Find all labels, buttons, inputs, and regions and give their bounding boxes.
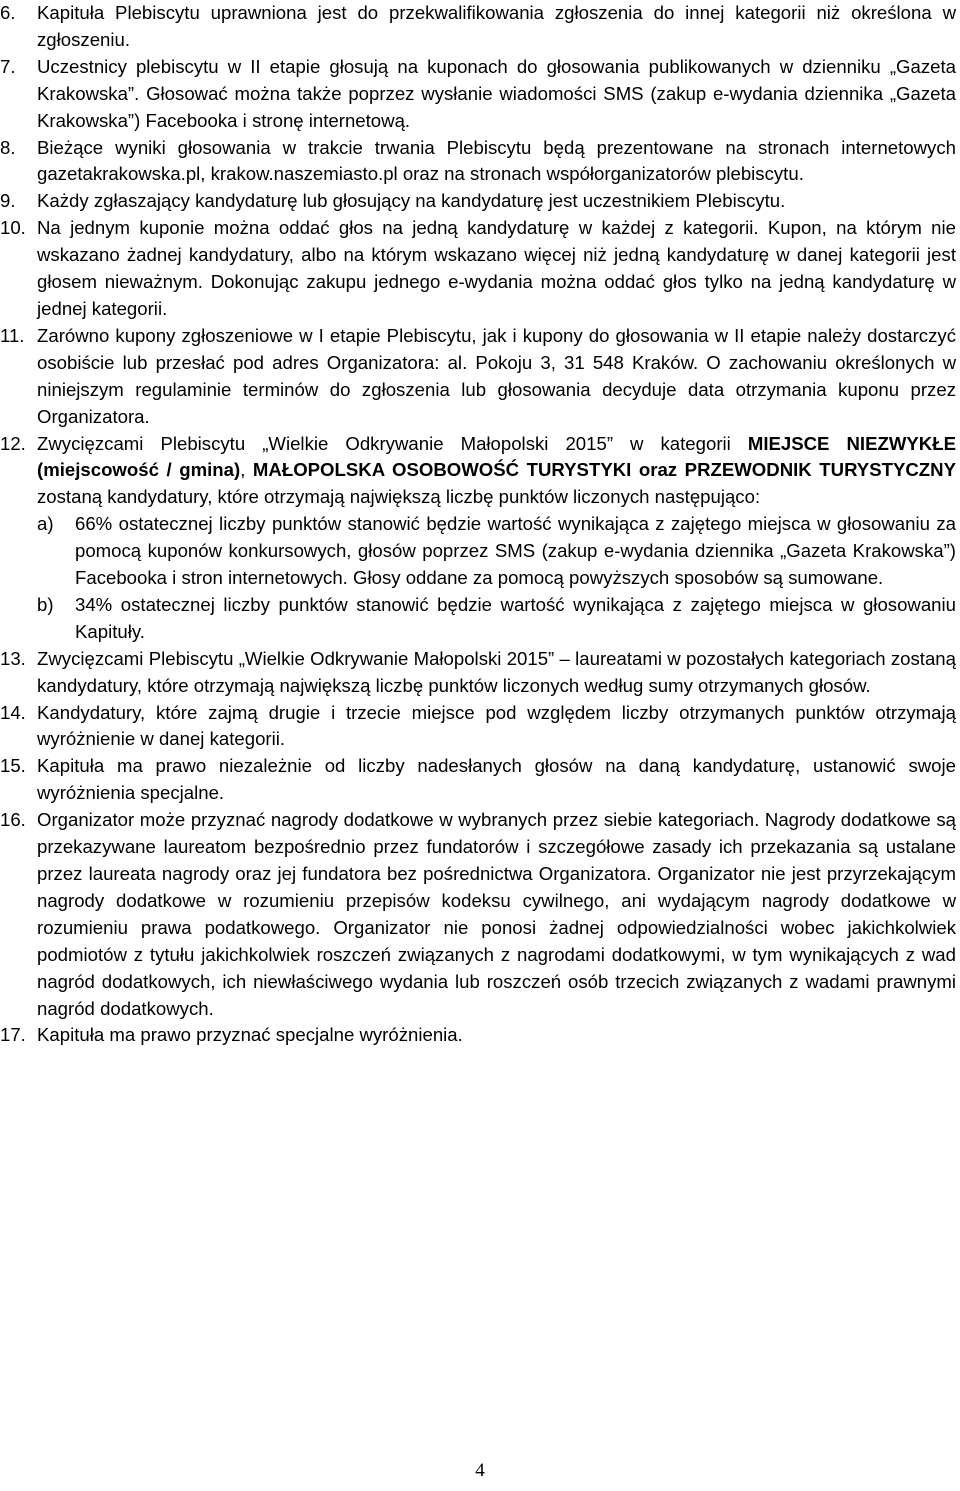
item-number: 16. bbox=[0, 809, 26, 831]
item-number: 8. bbox=[0, 136, 16, 158]
list-item bbox=[0, 135, 956, 189]
list-item bbox=[0, 700, 956, 754]
list-item bbox=[0, 1022, 956, 1049]
item-text: Bieżące wyniki głosowania w trakcie trwania Plebiscytu będą prezentowane na stronach internetowych gazetakrakowska.pl, krakow.naszemiasto.pl oraz na stronach współorganizatorów plebiscytu. bbox=[37, 136, 956, 185]
item-text: Kapituła ma prawo niezależnie od liczby nadesłanych głosów na daną kandydaturę, ustanowić swoje wyróżnienia specjalne. bbox=[37, 755, 956, 804]
item-number: 7. bbox=[0, 55, 16, 77]
list-item bbox=[0, 215, 956, 323]
list-item bbox=[0, 646, 956, 700]
list-item bbox=[0, 753, 956, 807]
item-text: Zwycięzcami Plebiscytu „Wielkie Odkrywanie Małopolski 2015” – laureatami w pozostałych kategoriach zostaną kandydatury, które otrzymają największą liczbę punktów liczonych według sumy otrzymanych głosów. bbox=[37, 647, 956, 696]
category-name: MIEJSCE NIEZWYKŁE (miejscowość / gmina) bbox=[37, 432, 956, 481]
list-item bbox=[0, 323, 956, 431]
list-item bbox=[0, 188, 956, 215]
item-number: 6. bbox=[0, 2, 16, 23]
item-number: 13. bbox=[0, 647, 26, 669]
page-number: 4 bbox=[475, 1460, 485, 1481]
category-name: MAŁOPOLSKA OSOBOWOŚĆ TURYSTYKI oraz PRZEWODNIK TURYSTYCZNY bbox=[252, 459, 956, 481]
sub-item-text: 34% ostatecznej liczby punktów stanowić będzie wartość wynikająca z zajętego miejsca w głosowaniu Kapituły. bbox=[75, 593, 956, 642]
sub-item-label: b) bbox=[37, 593, 54, 615]
item-text: Uczestnicy plebiscytu w II etapie głosują na kuponach do głosowania publikowanych w dzienniku „Gazeta Krakowska”. Głosować można także poprzez wysłanie wiadomości SMS (zakup e-wydania dziennika „Gazeta Krakowska”) Facebooka i stronę internetową. bbox=[37, 55, 956, 131]
list-item bbox=[0, 0, 956, 54]
item-number: 10. bbox=[0, 217, 26, 239]
item-text: Każdy zgłaszający kandydaturę lub głosujący na kandydaturę jest uczestnikiem Plebiscytu. bbox=[37, 190, 786, 212]
item-number: 11. bbox=[0, 324, 25, 346]
list-item bbox=[0, 431, 956, 646]
list-item bbox=[0, 54, 956, 135]
item-text: Zwycięzcami Plebiscytu „Wielkie Odkrywanie Małopolski 2015” w kategorii MIEJSCE NIEZWYKŁE (miejscowość / gmina), MAŁOPOLSKA OSOBOWOŚĆ TURYSTYKI oraz PRZEWODNIK TURYSTYCZNY zostaną kandydatury, które otrzymają największą liczbę punktów liczonych następująco: a) 66% ostatecznej liczby punktów stanowić będzie wartość wynikająca z zajętego miejsca w głosowaniu za pomocą kuponów konkursowych, głosów poprzez SMS (zakup e-wydania dziennika „Gazeta Krakowska”) Facebooka i stron internetowych. Głosy oddane za pomocą powyższych sposobów są sumowane. b) 34% ostatecznej liczby punktów stanowić będzie wartość wynikająca z zajętego miejsca w głosowaniu Kapituły. bbox=[37, 431, 956, 646]
item-text: Na jednym kuponie można oddać głos na jedną kandydaturę w każdej z kategorii. Kupon, na którym nie wskazano żadnej kandydatury, albo na którym wskazano więcej niż jedną kandydaturę w danej kategorii jest głosem nieważnym. Dokonując zakupu jednego e-wydania można oddać głos tylko na jedną kandydaturę w jednej kategorii. bbox=[37, 217, 956, 319]
item-text: Zarówno kupony zgłoszeniowe w I etapie Plebiscytu, jak i kupony do głosowania w II etapie należy dostarczyć osobiście lub przesłać pod adres Organizatora: al. Pokoju 3, 31 548 Kraków. O zachowaniu określonych w niniejszym regulaminie terminów do zgłoszenia lub głosowania decyduje data otrzymania kuponu przez Organizatora. bbox=[37, 324, 956, 427]
list-item bbox=[0, 807, 956, 1022]
item-number: 15. bbox=[0, 755, 26, 777]
item-number: 14. bbox=[0, 701, 26, 723]
item-number: 17. bbox=[0, 1024, 26, 1046]
item-text: Kapituła Plebiscytu uprawniona jest do przekwalifikowania zgłoszenia do innej kategorii niż określona w zgłoszeniu. bbox=[37, 2, 956, 50]
item-text: Kapituła ma prawo przyznać specjalne wyróżnienia. bbox=[37, 1024, 463, 1046]
item-number: 12. bbox=[0, 432, 26, 454]
sub-item bbox=[37, 592, 956, 646]
item-text: Organizator może przyznać nagrody dodatkowe w wybranych przez siebie kategoriach. Nagrody dodatkowe są przekazywane laureatom bezpośrednio przez fundatorów i szczegółowe zasady ich przekazania są ustalane przez laureata nagrody oraz jej fundatora bez pośrednictwa Organizatora. Organizator nie jest przyrzekającym nagrody dodatkowe w rozumieniu przepisów kodeksu cywilnego, ani wydającym nagrody dodatkowe w rozumieniu prawa podatkowego. Organizator nie ponosi żadnej odpowiedzialności wobec jakichkolwiek podmiotów z tytułu jakichkolwiek roszczeń związanych z nagrodami dodatkowymi, w tym wynikających z wad nagród dodatkowych, ich niewłaściwego wydania lub roszczeń osób trzecich związanych z wadami prawnymi nagród dodatkowych. bbox=[37, 809, 956, 1019]
sub-item-label: a) bbox=[37, 513, 54, 535]
sub-item-text: 66% ostatecznej liczby punktów stanowić będzie wartość wynikająca z zajętego miejsca w głosowaniu za pomocą kuponów konkursowych, głosów poprzez SMS (zakup e-wydania dziennika „Gazeta Krakowska”) Facebooka i stron internetowych. Głosy oddane za pomocą powyższych sposobów są sumowane. bbox=[75, 513, 956, 589]
item-number: 9. bbox=[0, 190, 16, 212]
item-text: Kandydatury, które zajmą drugie i trzecie miejsce pod względem liczby otrzymanych punktów otrzymają wyróżnienie w danej kategorii. bbox=[37, 701, 956, 750]
sub-item bbox=[37, 511, 956, 592]
